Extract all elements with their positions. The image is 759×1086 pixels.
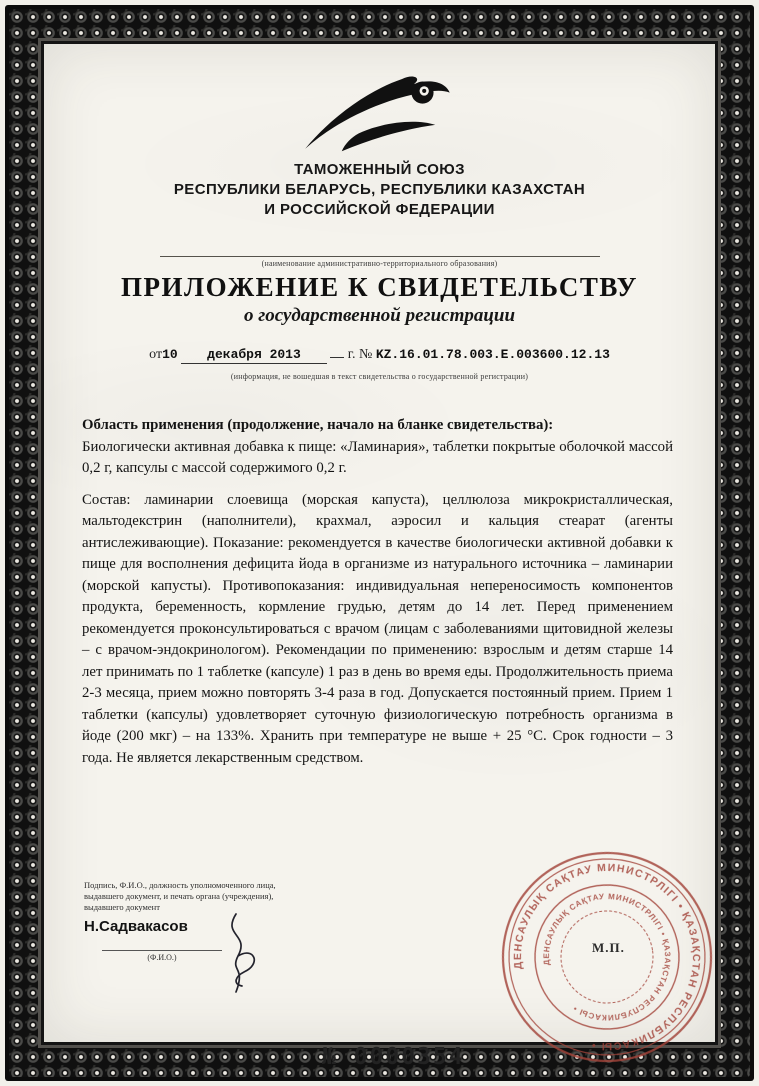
document-title: ПРИЛОЖЕНИЕ К СВИДЕТЕЛЬСТВУ <box>121 272 638 302</box>
org-line-1: ТАМОЖЕННЫЙ СОЮЗ <box>294 161 465 178</box>
registration-number: KZ.16.01.78.003.Е.003600.12.13 <box>375 347 610 362</box>
certificate-paper <box>44 44 715 1070</box>
date-day: 10 <box>162 347 178 362</box>
stamp-ring-text: ДЕНСАУЛЫҚ САҚТАУ МИНИСТРЛІГІ • ҚАЗАҚСТАН РЕСПУБЛИКАСЫ • <box>511 861 703 1053</box>
territory-caption: (наименование административно-территориального образования) <box>160 256 600 268</box>
blank-serial-number: № 0000354 <box>322 1044 465 1070</box>
header-organization <box>44 160 715 220</box>
stamp-place-label: М.П. <box>592 940 625 955</box>
stamp-ring-text-inner: ДЕНСАУЛЫҚ САҚТАУ МИНИСТРЛІГІ • ҚАЗАҚСТАН РЕСПУБЛИКАСЫ • <box>541 891 673 1023</box>
fio-caption: (Ф.И.О.) <box>102 950 222 963</box>
signatory-name: Н.Садвакасов <box>84 918 188 935</box>
org-line-3: И РОССИЙСКОЙ ФЕДЕРАЦИИ <box>264 201 495 218</box>
signature-caption-line-3: выдавшего документ <box>84 902 160 912</box>
composition-text: Состав: ламинарии слоевища (морская капуста), целлюлоза микрокристаллическая, мальтодекстрин (наполнители), крахмал, аэросил и кальция стеарат (агенты антислеживающие). Показание: рекомендуется в качестве биологически активной добавки к пище для восполнения дефицита йода в организме из натурального источника – ламинарии (морской капусты). Противопоказания: индивидуальная непереносимость компонентов продукта, беременность, кормление грудью, детям до 14 лет. Перед применением рекомендуется проконсультироваться с врачом (лицам с заболеваниями щитовидной железы – с врачом-эндокринологом). Рекомендации по применению: взрослым и детям старше 14 лет принимать по 1 таблетке (капсуле) 1 раз в день во время еды. Продолжительность приема 2-3 месяца, прием можно повторять 3-4 раза в год. Допускается постоянный прием. Прием 1 таблетки (капсулы) удовлетворяет суточную физиологическую потребность организма в йоде (200 мкг) – на 133%. Хранить при температуре не выше + 25 °С. Срок годности – 3 года. Не является лекарственным средством. <box>82 491 673 766</box>
handwritten-signature-icon <box>202 908 276 1000</box>
org-line-2: РЕСПУБЛИКИ БЕЛАРУСЬ, РЕСПУБЛИКИ КАЗАХСТАН <box>173 181 586 198</box>
date-prefix: от <box>149 347 163 362</box>
official-stamp <box>477 827 737 1086</box>
body-text-block <box>82 415 673 769</box>
customs-union-emblem-icon <box>295 70 465 156</box>
document-subtitle: о государственной регистрации <box>243 305 516 326</box>
signature-caption-line-1: Подпись, Ф.И.О., должность уполномоченного лица, <box>84 880 276 890</box>
date-gap-line <box>330 357 344 358</box>
signature-block <box>84 880 344 963</box>
date-number-line <box>44 347 715 364</box>
date-value: декабря 2013 <box>181 347 327 364</box>
scope-text: Биологически активная добавка к пище: «Ламинария», таблетки покрытые оболочкой массой 0,2 г, капсулы с массой содержимого 0,2 г. <box>82 438 673 476</box>
signature-caption-line-2: выдавшего документ, и печать органа (учреждения), <box>84 891 274 901</box>
scope-heading: Область применения (продолжение, начало на бланке свидетельства): <box>82 417 554 433</box>
info-caption: (информация, не вошедшая в текст свидетельства о государственной регистрации) <box>230 372 529 381</box>
number-prefix: г. № <box>347 347 373 362</box>
